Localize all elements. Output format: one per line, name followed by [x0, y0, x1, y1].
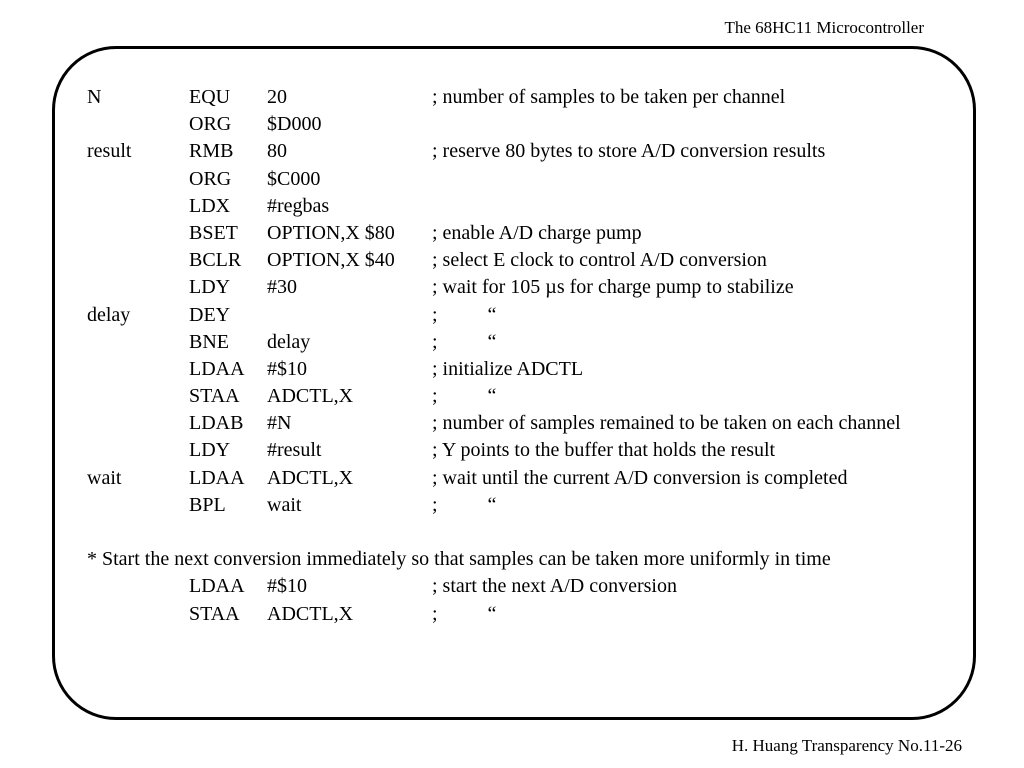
code-opcode: BSET: [189, 221, 238, 244]
code-comment: ; number of samples to be taken per channel: [432, 86, 786, 108]
code-opcode: ORG: [189, 167, 232, 190]
code-opcode: LDX: [189, 194, 231, 217]
code-operand: #30: [267, 276, 297, 299]
code-opcode: LDY: [189, 276, 231, 299]
code-comment: ; reserve 80 bytes to store A/D conversion results: [432, 140, 826, 163]
code-operand: #regbas: [267, 194, 330, 217]
code-comment: ; initialize ADCTL: [432, 357, 584, 380]
slide-footer-reference: H. Huang Transparency No.11-26: [731, 736, 962, 755]
code-operand: #$10: [267, 575, 307, 598]
code-comment: ; select E clock to control A/D conversion: [432, 249, 767, 272]
code-comment: ; Y points to the buffer that holds the result: [432, 439, 776, 462]
code-opcode: BNE: [189, 330, 229, 353]
code-comment: ; enable A/D charge pump: [432, 221, 642, 244]
code-operand: OPTION,X $80: [267, 221, 395, 244]
code-label: wait: [87, 466, 122, 489]
code-comment: ; “: [432, 602, 497, 625]
code-opcode: EQU: [189, 86, 231, 108]
code-opcode: LDAA: [189, 575, 245, 598]
code-opcode: RMB: [189, 140, 234, 163]
code-comment: ; wait until the current A/D conversion is completed: [432, 466, 848, 489]
code-label: delay: [87, 303, 131, 326]
code-operand: wait: [267, 493, 302, 516]
code-comment: ; number of samples remained to be taken on each channel: [432, 412, 901, 435]
code-operand: delay: [267, 330, 311, 353]
code-operand: #$10: [267, 357, 307, 380]
code-operand: ADCTL,X: [267, 385, 354, 408]
code-opcode: BPL: [189, 493, 226, 516]
code-opcode: DEY: [189, 303, 231, 326]
code-opcode: STAA: [189, 602, 240, 625]
code-label: N: [87, 86, 102, 108]
code-comment: ; wait for 105 µs for charge pump to stabilize: [432, 276, 794, 299]
code-operand: $D000: [267, 113, 322, 136]
code-opcode: ORG: [189, 113, 232, 136]
code-opcode: LDAB: [189, 412, 244, 435]
code-comment: ; start the next A/D conversion: [432, 575, 677, 598]
code-comment: ; “: [432, 385, 497, 408]
code-operand: #result: [267, 439, 322, 462]
code-label: result: [87, 140, 132, 163]
code-comment: ; “: [432, 330, 497, 353]
code-comment: ; “: [432, 493, 497, 516]
full-line-comment: * Start the next conversion immediately so that samples can be taken more uniformly in time: [87, 548, 831, 571]
code-opcode: BCLR: [189, 249, 242, 272]
code-opcode: STAA: [189, 385, 240, 408]
code-operand: ADCTL,X: [267, 602, 354, 625]
slide-header-title: The 68HC11 Microcontroller: [724, 18, 924, 37]
code-opcode: LDAA: [189, 357, 245, 380]
code-operand: $C000: [267, 167, 321, 190]
code-comment: ; “: [432, 303, 497, 326]
code-operand: 80: [267, 140, 287, 163]
code-opcode: LDY: [189, 439, 231, 462]
code-operand: #N: [267, 412, 292, 435]
code-operand: ADCTL,X: [267, 466, 354, 489]
code-operand: OPTION,X $40: [267, 249, 395, 272]
code-opcode: LDAA: [189, 466, 245, 489]
code-operand: 20: [267, 86, 287, 108]
